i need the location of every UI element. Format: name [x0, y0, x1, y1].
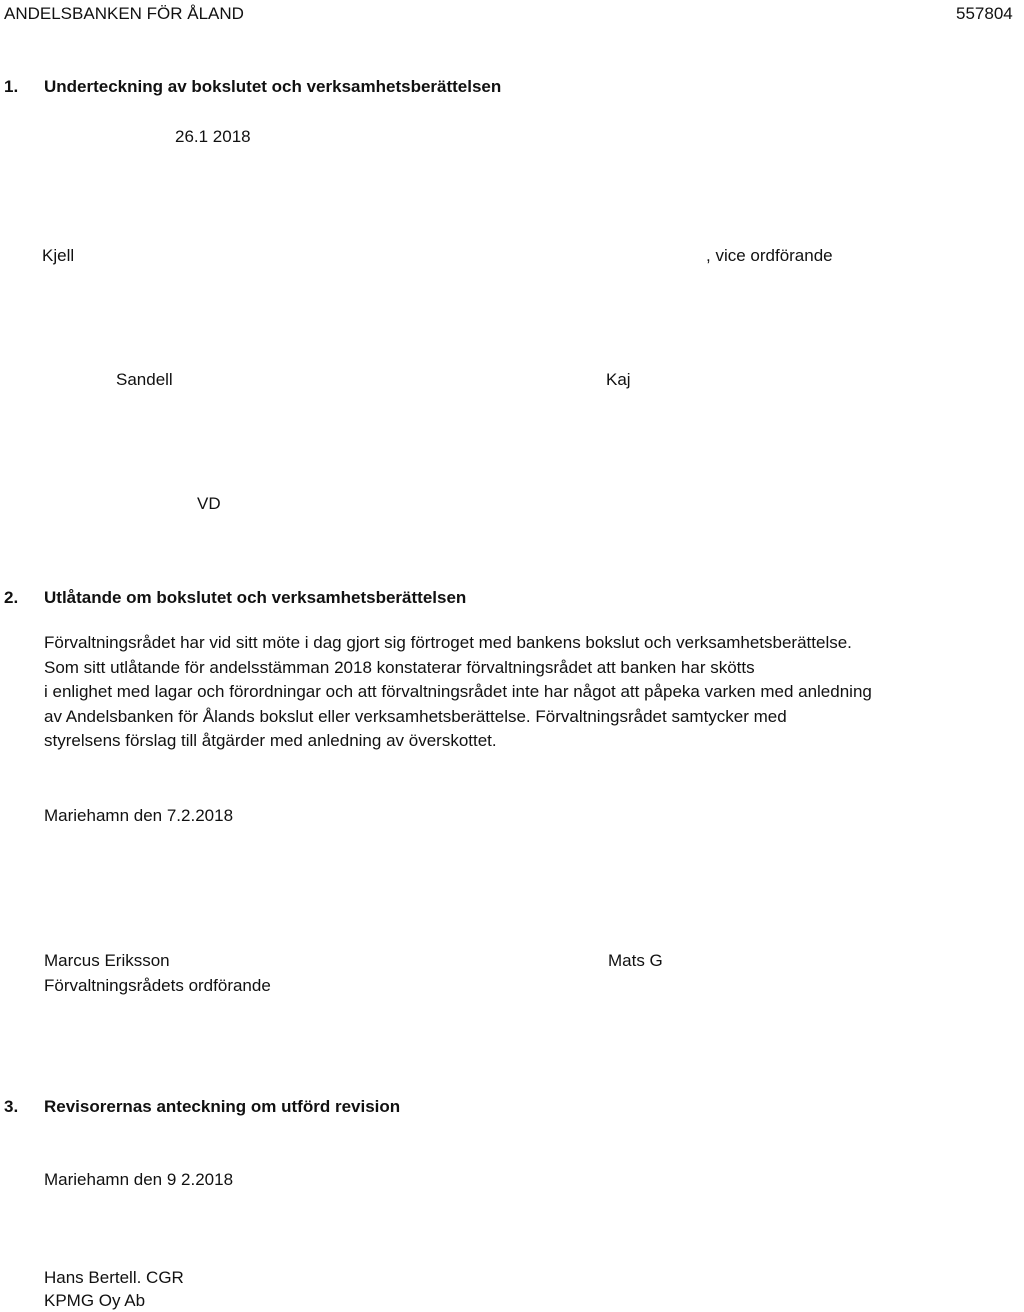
section1-number: 1.: [4, 77, 19, 96]
signatory-kaj: Kaj: [606, 370, 631, 389]
signer-marcus-name: Marcus Eriksson: [44, 951, 170, 970]
signatory-sandell: Sandell: [116, 370, 173, 389]
signatory-kjell: Kjell: [42, 246, 75, 265]
statement-line: styrelsens förslag till åtgärder med anledning av överskottet.: [44, 731, 497, 750]
section1-heading: Underteckning av bokslutet och verksamhetsberättelsen: [44, 77, 502, 96]
statement-paragraph: [44, 631, 1004, 754]
document-number: 557804: [956, 4, 1013, 23]
statement-line: Som sitt utlåtande för andelsstämman 2018 konstaterar förvaltningsrådet att banken har skötts: [44, 657, 755, 677]
signer-mats-name: Mats G: [608, 951, 663, 970]
bank-name: ANDELSBANKEN FÖR ÅLAND: [4, 4, 244, 23]
section2-place-date: Mariehamn den 7.2.2018: [44, 806, 234, 825]
statement-line: av Andelsbanken för Ålands bokslut eller verksamhetsberättelse. Förvaltningsrådet samtycker med: [44, 706, 787, 726]
signatory-vd: VD: [197, 494, 221, 513]
auditor-name: Hans Bertell. CGR: [44, 1268, 184, 1287]
section3-heading: Revisorernas anteckning om utförd revision: [44, 1097, 401, 1116]
section1-date: 26.1 2018: [175, 127, 251, 146]
statement-line: Förvaltningsrådet har vid sitt möte i dag gjort sig förtroget med bankens bokslut och verksamhetsberättelse.: [44, 633, 852, 652]
auditor-firm: KPMG Oy Ab: [44, 1291, 146, 1310]
section3-place-date: Mariehamn den 9 2.2018: [44, 1170, 234, 1189]
section2-number: 2.: [4, 588, 19, 607]
section2-heading: Utlåtande om bokslutet och verksamhetsberättelsen: [44, 588, 467, 607]
signer-marcus-title: Förvaltningsrådets ordförande: [44, 976, 271, 995]
signatory-vice-chair: , vice ordförande: [706, 246, 833, 265]
statement-line: i enlighet med lagar och förordningar och att förvaltningsrådet inte har något att påpeka varken med anledning: [44, 682, 872, 701]
section3-number: 3.: [4, 1097, 19, 1116]
